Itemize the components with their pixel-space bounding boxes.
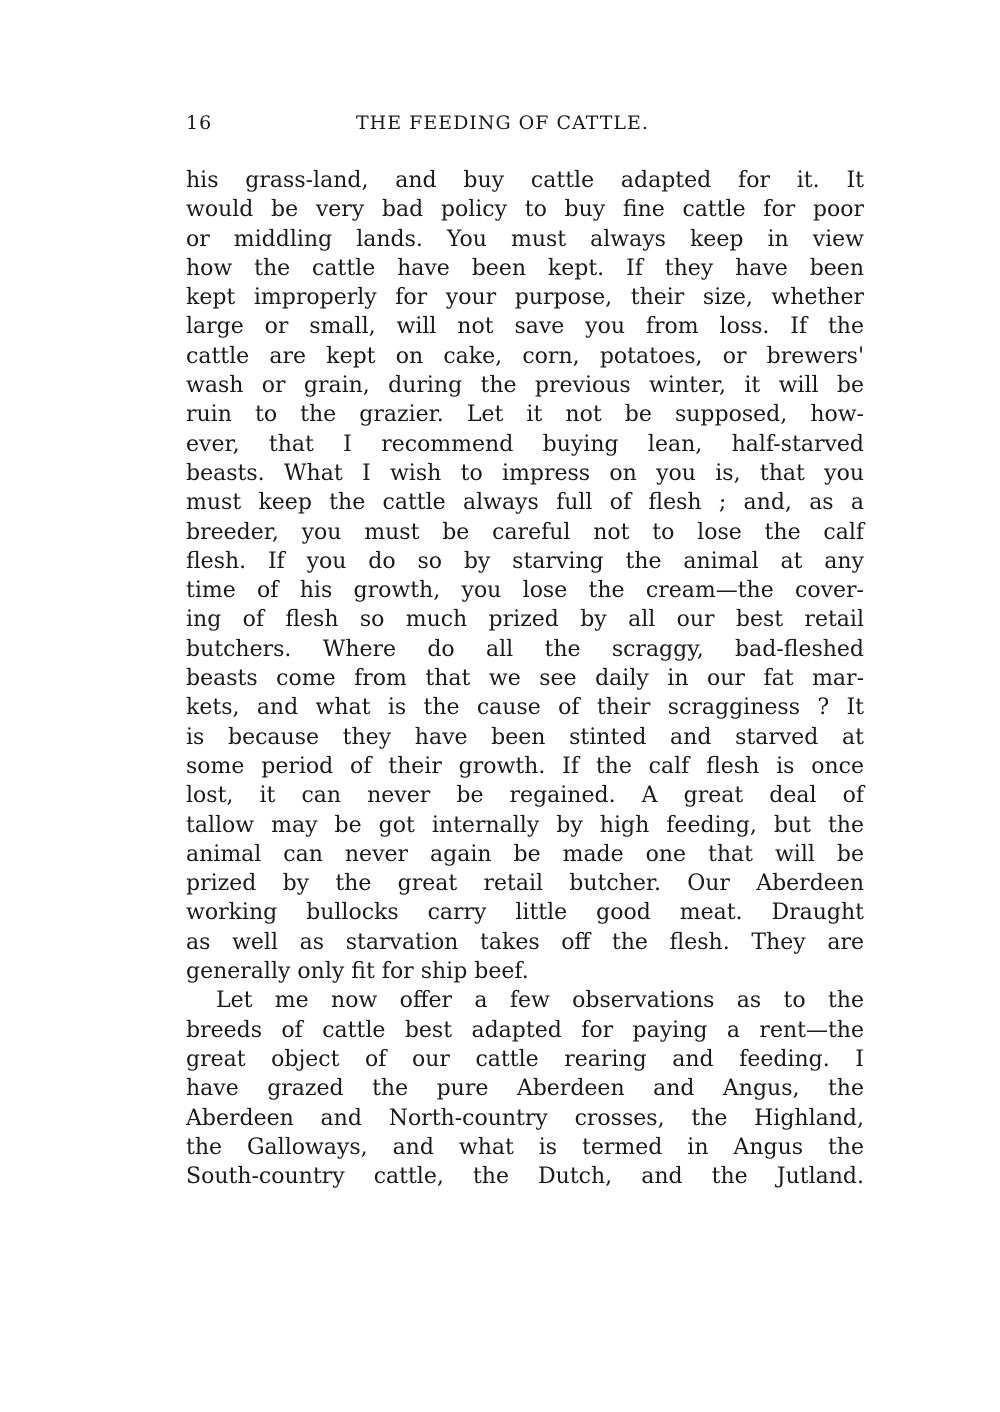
text-line: ruin to the grazier. Let it not be supposed, how- xyxy=(186,402,864,428)
text-line: must keep the cattle always full of flesh ; and, as a xyxy=(186,490,864,516)
text-line: large or small, will not save you from loss. If the xyxy=(186,314,864,340)
text-line: some period of their growth. If the calf flesh is once xyxy=(186,753,864,779)
text-line: great object of our cattle rearing and feeding. I xyxy=(186,1046,864,1072)
text-line: or middling lands. You must always keep in view xyxy=(186,226,864,252)
paragraph-2 xyxy=(186,986,864,1191)
text-line: kets, and what is the cause of their scragginess ? It xyxy=(186,695,864,721)
text-line: would be very bad policy to buy fine cattle for poor xyxy=(186,197,864,223)
text-line: beasts. What I wish to impress on you is, that you xyxy=(186,460,864,486)
running-head xyxy=(186,112,864,142)
text-line: flesh. If you do so by starving the animal at any xyxy=(186,548,864,574)
running-title: THE FEEDING OF CATTLE. xyxy=(356,112,649,134)
text-line: wash or grain, during the previous winter, it will be xyxy=(186,373,864,399)
text-line: Let me now offer a few observations as to the xyxy=(216,988,864,1014)
text-line: his grass-land, and buy cattle adapted for it. It xyxy=(186,168,864,193)
text-line: breeds of cattle best adapted for paying a rent—the xyxy=(186,1017,864,1043)
text-line: time of his growth, you lose the cream—the cover- xyxy=(186,578,864,604)
text-line: breeder, you must be careful not to lose the calf xyxy=(186,519,864,545)
page-number: 16 xyxy=(186,112,213,134)
text-line: have grazed the pure Aberdeen and Angus, the xyxy=(186,1076,864,1102)
text-line: lost, it can never be regained. A great deal of xyxy=(186,783,864,809)
text-line: South-country cattle, the Dutch, and the Jutland. xyxy=(186,1164,864,1190)
text-line: working bullocks carry little good meat. Draught xyxy=(186,900,864,926)
text-line: as well as starvation takes off the flesh. They are xyxy=(186,929,864,955)
text-line: beasts come from that we see daily in our fat mar- xyxy=(186,666,864,692)
text-line: kept improperly for your purpose, their size, whether xyxy=(186,285,864,311)
text-line: is because they have been stinted and starved at xyxy=(186,724,864,750)
text-line: how the cattle have been kept. If they have been xyxy=(186,255,864,281)
text-line: the Galloways, and what is termed in Angus the xyxy=(186,1134,864,1160)
text-line: tallow may be got internally by high feeding, but the xyxy=(186,812,864,838)
text-line: Aberdeen and North-country crosses, the Highland, xyxy=(186,1105,864,1131)
text-line: prized by the great retail butcher. Our Aberdeen xyxy=(186,871,864,897)
text-line: generally only fit for ship beef. xyxy=(186,959,529,985)
text-line: butchers. Where do all the scraggy, bad-fleshed xyxy=(186,636,864,662)
paragraph-1 xyxy=(186,166,864,986)
text-line: ing of flesh so much prized by all our best retail xyxy=(186,607,864,633)
body-text xyxy=(186,166,864,1191)
text-line: animal can never again be made one that will be xyxy=(186,841,864,867)
text-line: cattle are kept on cake, corn, potatoes, or brewers' xyxy=(186,343,864,369)
text-line: ever, that I recommend buying lean, half-starved xyxy=(186,431,864,457)
